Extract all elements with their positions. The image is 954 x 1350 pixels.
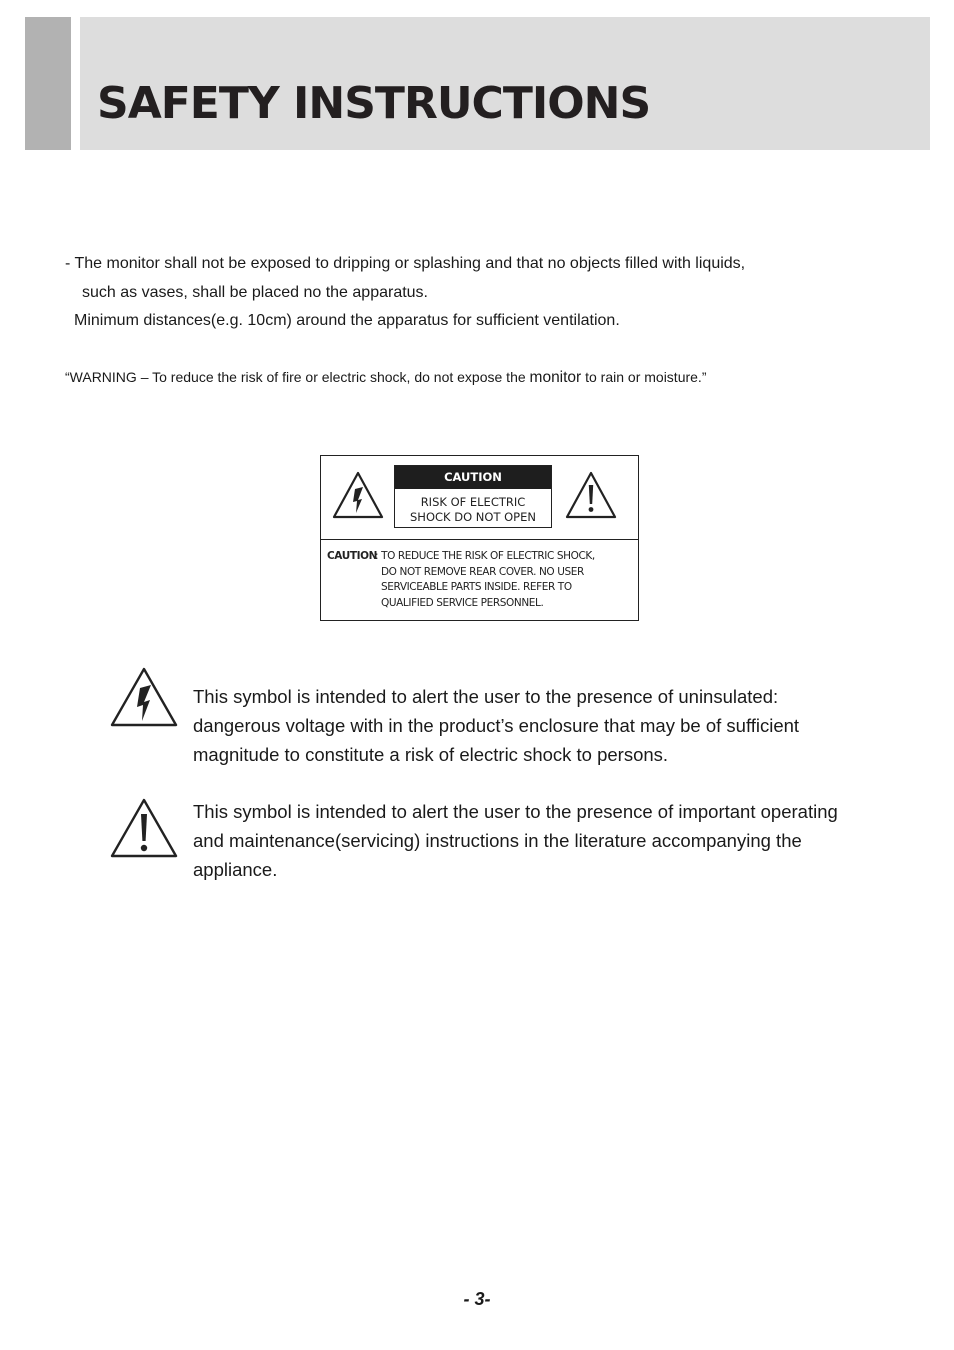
lightning-warning-icon: [109, 666, 179, 728]
symbol-2-line-2: and maintenance(servicing) instructions in the literature accompanying the: [193, 830, 802, 851]
caution-line-3: SERVICEABLE PARTS INSIDE. REFER TO: [381, 581, 572, 593]
caution-line-4: QUALIFIED SERVICE PERSONNEL.: [381, 596, 544, 609]
symbol-1-line-2: dangerous voltage with in the product’s enclosure that may be of sufficient: [193, 715, 800, 736]
caution-header: CAUTION: [395, 466, 551, 489]
page-number: - 3-: [463, 1289, 491, 1309]
symbol-1-line-1: This symbol is intended to alert the user to the presence of uninsulated:: [193, 686, 779, 707]
symbol-2-line-1: This symbol is intended to alert the user to the presence of important operating: [193, 801, 838, 822]
symbol-description-1: [193, 682, 799, 769]
liquids-line-2: such as vases, shall be placed no the apparatus.: [82, 283, 428, 301]
symbol-description-2: [193, 797, 838, 884]
exclamation-warning-icon: [564, 470, 618, 520]
ventilation-line: Minimum distances(e.g. 10cm) around the apparatus for sufficient ventilation.: [74, 312, 620, 329]
warning-part-2: to rain or moisture.”: [581, 369, 707, 385]
liquids-paragraph: [65, 250, 745, 336]
warning-text: [65, 369, 706, 387]
risk-text: [395, 489, 551, 525]
caution-divider: [321, 539, 638, 540]
symbol-2-line-3: appliance.: [193, 859, 278, 880]
exclamation-warning-icon: [109, 797, 179, 859]
caution-word: CAUTION: [327, 550, 378, 562]
caution-line-2: DO NOT REMOVE REAR COVER. NO USER: [381, 565, 584, 578]
caution-body: [375, 549, 641, 611]
risk-line-2: SHOCK DO NOT OPEN: [410, 510, 536, 524]
page-title: SAFETY INSTRUCTIONS: [97, 78, 651, 129]
liquids-line-1: - The monitor shall not be exposed to dripping or splashing and that no objects filled with liquids,: [65, 255, 746, 272]
caution-box: [394, 465, 552, 528]
lightning-warning-icon: [331, 470, 385, 520]
warning-part-1: “WARNING – To reduce the risk of fire or electric shock, do not expose the: [65, 369, 530, 385]
symbol-1-line-3: magnitude to constitute a risk of electric shock to persons.: [193, 744, 669, 765]
risk-line-1: RISK OF ELECTRIC: [420, 495, 526, 509]
caution-line-1: : TO REDUCE THE RISK OF ELECTRIC SHOCK,: [375, 550, 595, 562]
warning-emphasis: monitor: [529, 369, 582, 386]
header-tab: [25, 17, 71, 150]
caution-label: [320, 455, 639, 621]
